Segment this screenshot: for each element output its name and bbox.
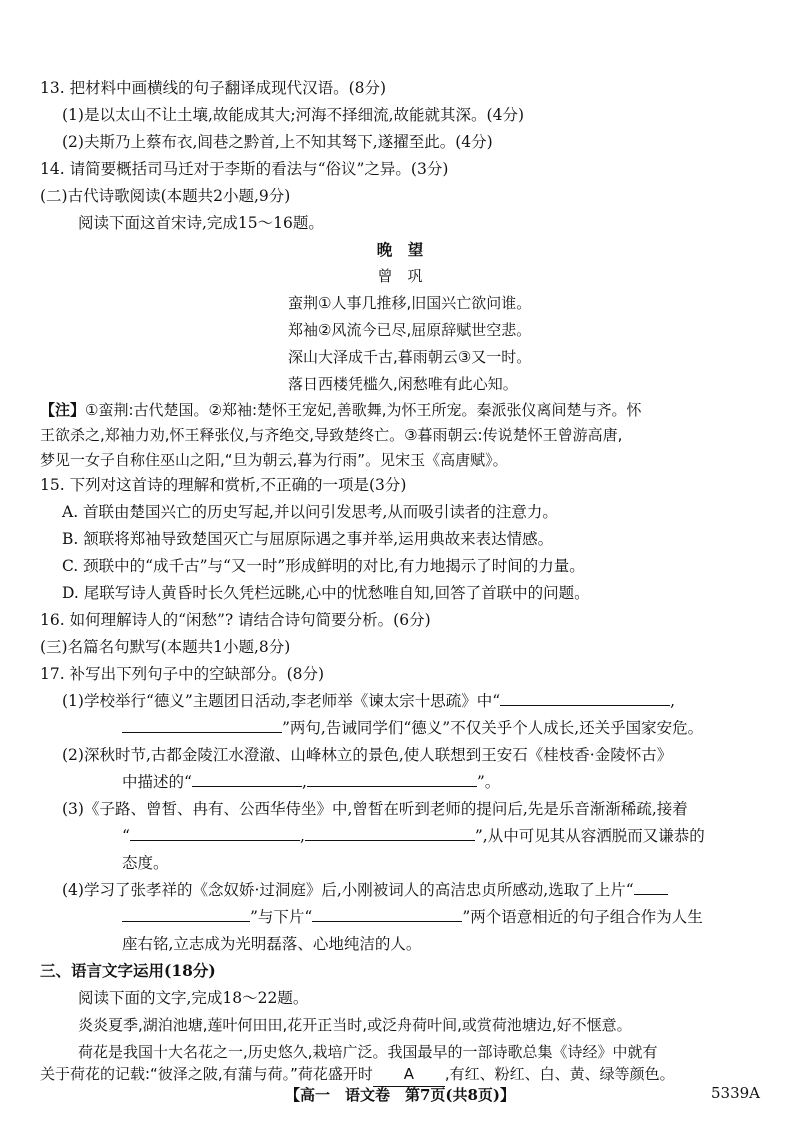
answer-blank[interactable] — [130, 824, 300, 841]
blank-a[interactable]: A — [373, 1062, 445, 1087]
q17-part1-line2: ”两句,告诫同学们“德义”不仅关乎个人成长,还关乎国家安危。 — [122, 716, 770, 740]
q15-stem: 15. 下列对这首诗的理解和赏析,不正确的一项是(3分) — [40, 476, 407, 494]
poem-note-line-2: 王欲杀之,郑袖力劝,怀王释张仪,与齐绝交,导致楚终亡。③暮雨朝云:传说楚怀王曾游高唐, — [40, 426, 623, 444]
q15-option-c: C. 颈联中的“成千古”与“又一时”形成鲜明的对比,有力地揭示了时间的力量。 — [62, 557, 585, 575]
poem-note-line-1: 【注】①蛮荆:古代楚国。②郑袖:楚怀王宠妃,善歌舞,为怀王所宠。秦派张仪离间楚与齐。怀 — [40, 401, 642, 419]
q17-stem: 17. 补写出下列句子中的空缺部分。(8分) — [40, 665, 325, 683]
part-3-intro: 阅读下面的文字,完成18～22题。 — [78, 989, 309, 1007]
answer-blank[interactable] — [634, 878, 668, 895]
section-3-heading: (三)名篇名句默写(本题共1小题,8分) — [40, 638, 291, 656]
q17-part1-line1: (1)学校举行“德义”主题团日活动,李老师举《谏太宗十思疏》中“ , — [62, 689, 770, 713]
poem-title: 晚 望 — [376, 240, 424, 259]
poem-note-line-3: 梦见一女子自称住巫山之阳,“旦为朝云,暮为行雨”。见宋玉《高唐赋》。 — [40, 451, 508, 469]
answer-blank[interactable] — [305, 824, 475, 841]
answer-blank[interactable] — [122, 716, 282, 733]
answer-blank[interactable] — [312, 905, 462, 922]
q17-part4-line1: (4)学习了张孝祥的《念奴娇·过洞庭》后,小刚被词人的高洁忠贞所感动,选取了上片“ — [62, 878, 770, 902]
part-3-heading: 三、语言文字运用(18分) — [40, 961, 216, 980]
answer-blank[interactable] — [307, 770, 477, 787]
q16: 16. 如何理解诗人的“闲愁”? 请结合诗句简要分析。(6分) — [40, 611, 431, 629]
q17-part4-line2: ”与下片“ ”两个语意相近的句子组合作为人生 — [122, 905, 770, 929]
q15-option-a: A. 首联由楚国兴亡的历史写起,并以问引发思考,从而吸引读者的注意力。 — [62, 503, 558, 521]
answer-blank[interactable] — [500, 689, 670, 706]
q15-option-b: B. 颔联将郑袖导致楚国灭亡与屈原际遇之事并举,运用典故来表达情感。 — [62, 530, 554, 548]
paper-code: 5339A — [710, 1084, 760, 1102]
passage-line-3: 关于荷花的记载:“彼泽之陂,有蒲与荷。”荷花盛开时 A ,有红、粉红、白、黄、绿等颜色。 — [40, 1062, 770, 1087]
poem-author: 曾 巩 — [377, 267, 423, 285]
q17-part4-line3: 座右铭,立志成为光明磊落、心地纯洁的人。 — [122, 935, 422, 953]
q13-sub1: (1)是以太山不让土壤,故能成其大;河海不择细流,故能就其深。(4分) — [62, 106, 524, 124]
q15-option-d: D. 尾联写诗人黄昏时长久凭栏远眺,心中的忧愁唯自知,回答了首联中的问题。 — [62, 584, 590, 602]
poem-line-1: 蛮荆①人事几推移,旧国兴亡欲问谁。 — [288, 294, 532, 312]
q13-sub2: (2)夫斯乃上蔡布衣,闾巷之黔首,上不知其驽下,遂擢至此。(4分) — [62, 133, 493, 151]
q17-part2-line2: 中描述的“ , ”。 — [122, 770, 770, 794]
section-2-intro: 阅读下面这首宋诗,完成15～16题。 — [78, 214, 324, 232]
passage-line-2: 荷花是我国十大名花之一,历史悠久,栽培广泛。我国最早的一部诗歌总集《诗经》中就有 — [78, 1043, 658, 1061]
q14: 14. 请简要概括司马迁对于李斯的看法与“俗议”之异。(3分) — [40, 160, 449, 178]
q17-part3-line3: 态度。 — [122, 854, 169, 872]
poem-line-3: 深山大泽成千古,暮雨朝云③又一时。 — [288, 348, 532, 366]
answer-blank[interactable] — [192, 770, 302, 787]
passage-line-1: 炎炎夏季,湖泊池塘,莲叶何田田,花开正当时,或泛舟荷叶间,或赏荷池塘边,好不惬意。 — [78, 1016, 632, 1034]
q17-part2-line1: (2)深秋时节,古都金陵江水澄澈、山峰林立的景色,使人联想到王安石《桂枝香·金陵怀古》 — [62, 746, 673, 764]
poem-line-2: 郑袖②风流今已尽,屈原辞赋世空悲。 — [288, 321, 532, 339]
note-label: 【注】 — [40, 401, 86, 419]
q17-part3-line1: (3)《子路、曾皙、冉有、公西华侍坐》中,曾皙在听到老师的提问后,先是乐音渐渐稀疏,接着 — [62, 800, 688, 818]
answer-blank[interactable] — [122, 905, 250, 922]
q13-stem: 13. 把材料中画横线的句子翻译成现代汉语。(8分) — [40, 79, 387, 97]
q17-part3-line2: “ , ”,从中可见其从容洒脱而又谦恭的 — [122, 824, 770, 848]
page-footer: 【高一 语文卷 第7页(共8页)】 — [284, 1086, 516, 1104]
poem-line-4: 落日西楼凭槛久,闲愁唯有此心知。 — [288, 375, 518, 393]
section-2-heading: (二)古代诗歌阅读(本题共2小题,9分) — [40, 187, 291, 205]
